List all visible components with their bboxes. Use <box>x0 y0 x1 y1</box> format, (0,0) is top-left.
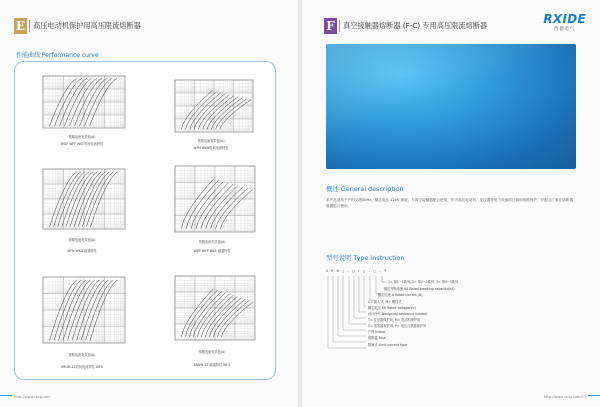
curve-chart-1 <box>35 74 127 132</box>
curve-chart-1-plot <box>35 74 127 132</box>
divider <box>29 20 30 32</box>
curve-chart-4-xlabel: 预期电流有效值(A) <box>198 240 226 244</box>
charts-panel <box>14 61 276 380</box>
curve-chart-2-plot <box>167 78 255 136</box>
general-description-title: 概述 General description <box>326 185 404 193</box>
curve-chart-2-caption: WFN WKN时间电流特性 <box>193 146 229 150</box>
type-item-3: 额定电流 A Rated current (A) <box>378 293 423 297</box>
curve-chart-6 <box>167 274 257 344</box>
section-title: 高压电动机保护用高压限流熔断器 <box>33 21 141 30</box>
type-instruction-title: 型号说明 Type Instruction <box>326 254 405 262</box>
right-page <box>302 0 600 407</box>
section-letter-f: F <box>324 18 337 34</box>
divider <box>339 20 340 32</box>
curve-chart-6-plot <box>167 274 257 344</box>
curve-chart-1-xlabel: 预期电流有效值(A) <box>68 135 96 139</box>
logo-text: RXIDE <box>543 12 586 26</box>
section-header-f <box>324 16 487 36</box>
curve-chart-3-caption: WFN WKN 融通特性 <box>67 249 97 253</box>
type-item-8: C= 电容器保护用, P= 电压互感器保护用 <box>368 324 427 328</box>
logo-subtext: 西德电气 <box>554 27 576 32</box>
type-item-1: 1= 第1~1系列, 2= 第2~2系列, 3= 第3~3系列 <box>388 280 459 284</box>
type-item-5: 额定电压 KV Rated voltage(kV) <box>368 306 416 310</box>
curve-chart-5-xlabel: 预期电流有效值(A) <box>68 353 96 357</box>
curve-chart-4-plot <box>167 164 257 236</box>
section-header-e <box>14 16 141 36</box>
left-page <box>0 0 298 407</box>
product-image <box>326 44 576 169</box>
type-item-11: 限流式 Limit current type <box>368 343 408 347</box>
footer-rule <box>0 395 12 396</box>
type-item-4: C= 插入式, M= 螺栓式 <box>368 300 402 304</box>
type-item-2: 额定开断电流 KA Rated breaking capacity(kA) <box>384 287 455 291</box>
type-item-9: 户内 Indoor <box>368 330 386 334</box>
footer-url[interactable]: http://www.rxng.com/27 <box>543 395 586 399</box>
curve-chart-2-xlabel: 预期电流有效值(A) <box>197 139 225 143</box>
curve-chart-5-caption: XRNM-12时间电流特性 WFX <box>60 365 104 369</box>
type-item-7: T= 变压器保护用, M= 电动机保护用 <box>368 318 421 322</box>
performance-curve-title: 性能曲线 Performance curve <box>16 52 99 59</box>
curve-chart-3-plot <box>35 167 127 233</box>
brand-logo <box>543 12 586 32</box>
general-description-text: 本产品适用于户内交流50Hz、额定电压 12kV 系统，与真空接触器配合使用，作为高压电动机、变压器等电力设备的过载和短路保护，并配合厂家在熔断器电器组合使用。 <box>326 198 573 208</box>
curve-chart-3 <box>35 167 127 233</box>
curve-chart-4-caption: WDF WFF WKF 融通特性 <box>193 249 231 253</box>
footer-rule <box>588 395 600 396</box>
curve-chart-2 <box>167 78 255 136</box>
curve-chart-6-caption: XRNM-12 融通特性 WFX <box>193 363 231 367</box>
type-item-6: 设计序号 Designing sequence number <box>368 312 428 316</box>
type-item-10: 熔断器 Fuse <box>368 336 386 340</box>
section-letter-e: E <box>15 19 26 33</box>
curve-chart-4 <box>167 164 257 236</box>
footer-url[interactable]: http://www.rxng.com <box>14 395 51 399</box>
section-title: 真空接触器熔断器 (F-C) 专用高压限流熔断器 <box>343 21 488 30</box>
curve-chart-5-plot <box>35 275 127 347</box>
curve-chart-3-xlabel: 预期电流有效值(A) <box>68 238 96 242</box>
curve-chart-5 <box>35 275 127 347</box>
curve-chart-6-xlabel: 预期电流有效值(A) <box>198 350 226 354</box>
curve-chart-1-caption: WDF WFF WKF时间电流特性 <box>60 142 104 146</box>
type-code: X R N □ - □ / □ - □ - Y <box>326 269 387 273</box>
